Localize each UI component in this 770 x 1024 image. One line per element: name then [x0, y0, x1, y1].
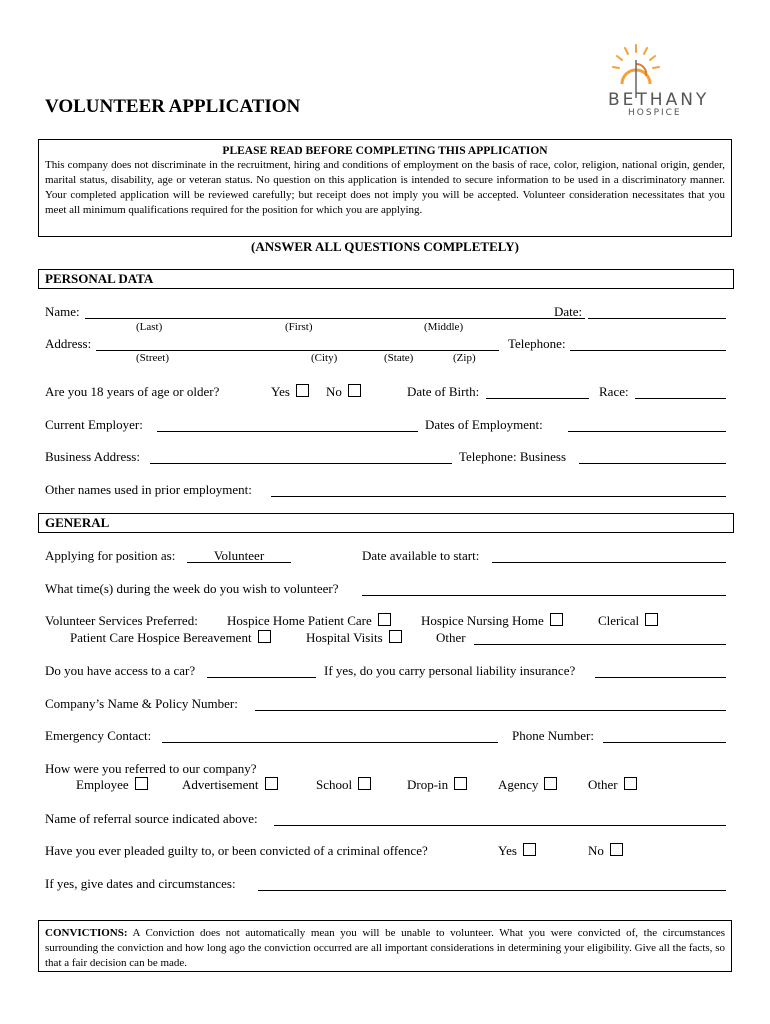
svc-hospital-checkbox[interactable] [389, 630, 402, 643]
employer-field[interactable] [157, 417, 418, 432]
referral-name-field[interactable] [274, 811, 726, 826]
employer-row: Current Employer: Dates of Employment: [45, 417, 726, 437]
address-sub-street: (Street) [136, 352, 169, 364]
convictions-heading: CONVICTIONS: [45, 927, 128, 939]
section-general: GENERAL [38, 513, 734, 533]
circumstances-field[interactable] [258, 876, 726, 891]
times-row: What time(s) during the week do you wish to volunteer? [45, 581, 726, 601]
section-personal-data: PERSONAL DATA [38, 269, 734, 289]
svc-bereavement-checkbox[interactable] [258, 630, 271, 643]
notice-box [38, 139, 732, 237]
age-row: Are you 18 years of age or older? Yes No Date of Birth: Race: [45, 384, 726, 404]
services-row-1: Volunteer Services Preferred: Hospice Home Patient Care Hospice Nursing Home Clerical [45, 613, 726, 633]
convictions-box [38, 920, 732, 972]
referral-options-row: Employee Advertisement School Drop-in Agency Other [45, 777, 726, 797]
svc-home-checkbox[interactable] [378, 613, 391, 626]
car-row: Do you have access to a car? If yes, do you carry personal liability insurance? [45, 663, 726, 683]
dob-field[interactable] [486, 384, 589, 399]
business-telephone-field[interactable] [579, 449, 726, 464]
applying-row: Applying for position as: Volunteer Date available to start: [45, 548, 726, 568]
if-yes-row: If yes, give dates and circumstances: [45, 876, 726, 896]
age-no-checkbox[interactable] [348, 384, 361, 397]
page-title: VOLUNTEER APPLICATION [45, 96, 301, 117]
date-field[interactable] [588, 304, 726, 319]
notice-body: This company does not discriminate in the recruitment, hiring and conditions of employment on the basis of race, color, religion, national origin, gender, marital status, disability, age or veteran status. No question on this application is intended to secure information to be used in a discriminatory manner. Your completed application will be reviewed carefully; but receipt does not imply you will be accepted. Volunteer consideration necessitates that you meet all minimum qualifications required for the position for which you are applying. [45, 159, 725, 216]
answer-all-heading: (ANSWER ALL QUESTIONS COMPLETELY) [251, 239, 519, 254]
date-available-field[interactable] [492, 548, 726, 563]
referral-name-row: Name of referral source indicated above: [45, 811, 726, 831]
policy-field[interactable] [255, 696, 726, 711]
guilty-row: Have you ever pleaded guilty to, or been convicted of a criminal offence? Yes No [45, 843, 726, 863]
name-sub-first: (First) [285, 321, 313, 333]
bethany-hospice-logo [600, 42, 710, 122]
name-sub-last: (Last) [136, 321, 163, 333]
name-field[interactable] [85, 304, 585, 319]
notice-heading: PLEASE READ BEFORE COMPLETING THIS APPLICATION [222, 145, 548, 157]
position-field[interactable]: Volunteer [187, 548, 291, 563]
car-field[interactable] [207, 663, 316, 678]
ref-dropin-checkbox[interactable] [454, 777, 467, 790]
address-row: Address: Telephone: [45, 336, 726, 356]
svc-other-field[interactable] [474, 630, 726, 645]
emergency-row: Emergency Contact: Phone Number: [45, 728, 726, 748]
name-sub-middle: (Middle) [424, 321, 464, 333]
address-sub-city: (City) [311, 352, 338, 364]
business-address-row: Business Address: Telephone: Business [45, 449, 726, 469]
times-field[interactable] [362, 581, 726, 596]
logo-subtext: HOSPICE [628, 108, 682, 118]
referred-row: How were you referred to our company? [45, 761, 257, 776]
ref-other-checkbox[interactable] [624, 777, 637, 790]
other-names-field[interactable] [271, 482, 726, 497]
name-row: Name: Date: [45, 304, 726, 324]
services-row-2: Patient Care Hospice Bereavement Hospital Visits Other [45, 630, 726, 650]
svc-clerical-checkbox[interactable] [645, 613, 658, 626]
address-sub-zip: (Zip) [453, 352, 476, 364]
address-field[interactable] [96, 336, 499, 351]
guilty-no-checkbox[interactable] [610, 843, 623, 856]
convictions-body: A Conviction does not automatically mean you will be unable to volunteer. What you were convicted of, the circumstances surrounding the conviction and how long ago the conviction occurred are all important considerations in determining your eligibility. Give all the facts, so that a fair decision can be made. [45, 927, 725, 969]
emergency-contact-field[interactable] [162, 728, 498, 743]
dates-employment-field[interactable] [568, 417, 726, 432]
svc-nursing-checkbox[interactable] [550, 613, 563, 626]
telephone-field[interactable] [570, 336, 726, 351]
emergency-phone-field[interactable] [603, 728, 726, 743]
ref-employee-checkbox[interactable] [135, 777, 148, 790]
insurance-field[interactable] [595, 663, 726, 678]
guilty-yes-checkbox[interactable] [523, 843, 536, 856]
race-field[interactable] [635, 384, 726, 399]
age-yes-checkbox[interactable] [296, 384, 309, 397]
ref-agency-checkbox[interactable] [544, 777, 557, 790]
business-address-field[interactable] [150, 449, 452, 464]
ref-school-checkbox[interactable] [358, 777, 371, 790]
policy-row: Company’s Name & Policy Number: [45, 696, 726, 716]
ref-advertisement-checkbox[interactable] [265, 777, 278, 790]
logo-text: BETHANY [608, 90, 710, 110]
other-names-row: Other names used in prior employment: [45, 482, 726, 502]
address-sub-state: (State) [384, 352, 414, 364]
